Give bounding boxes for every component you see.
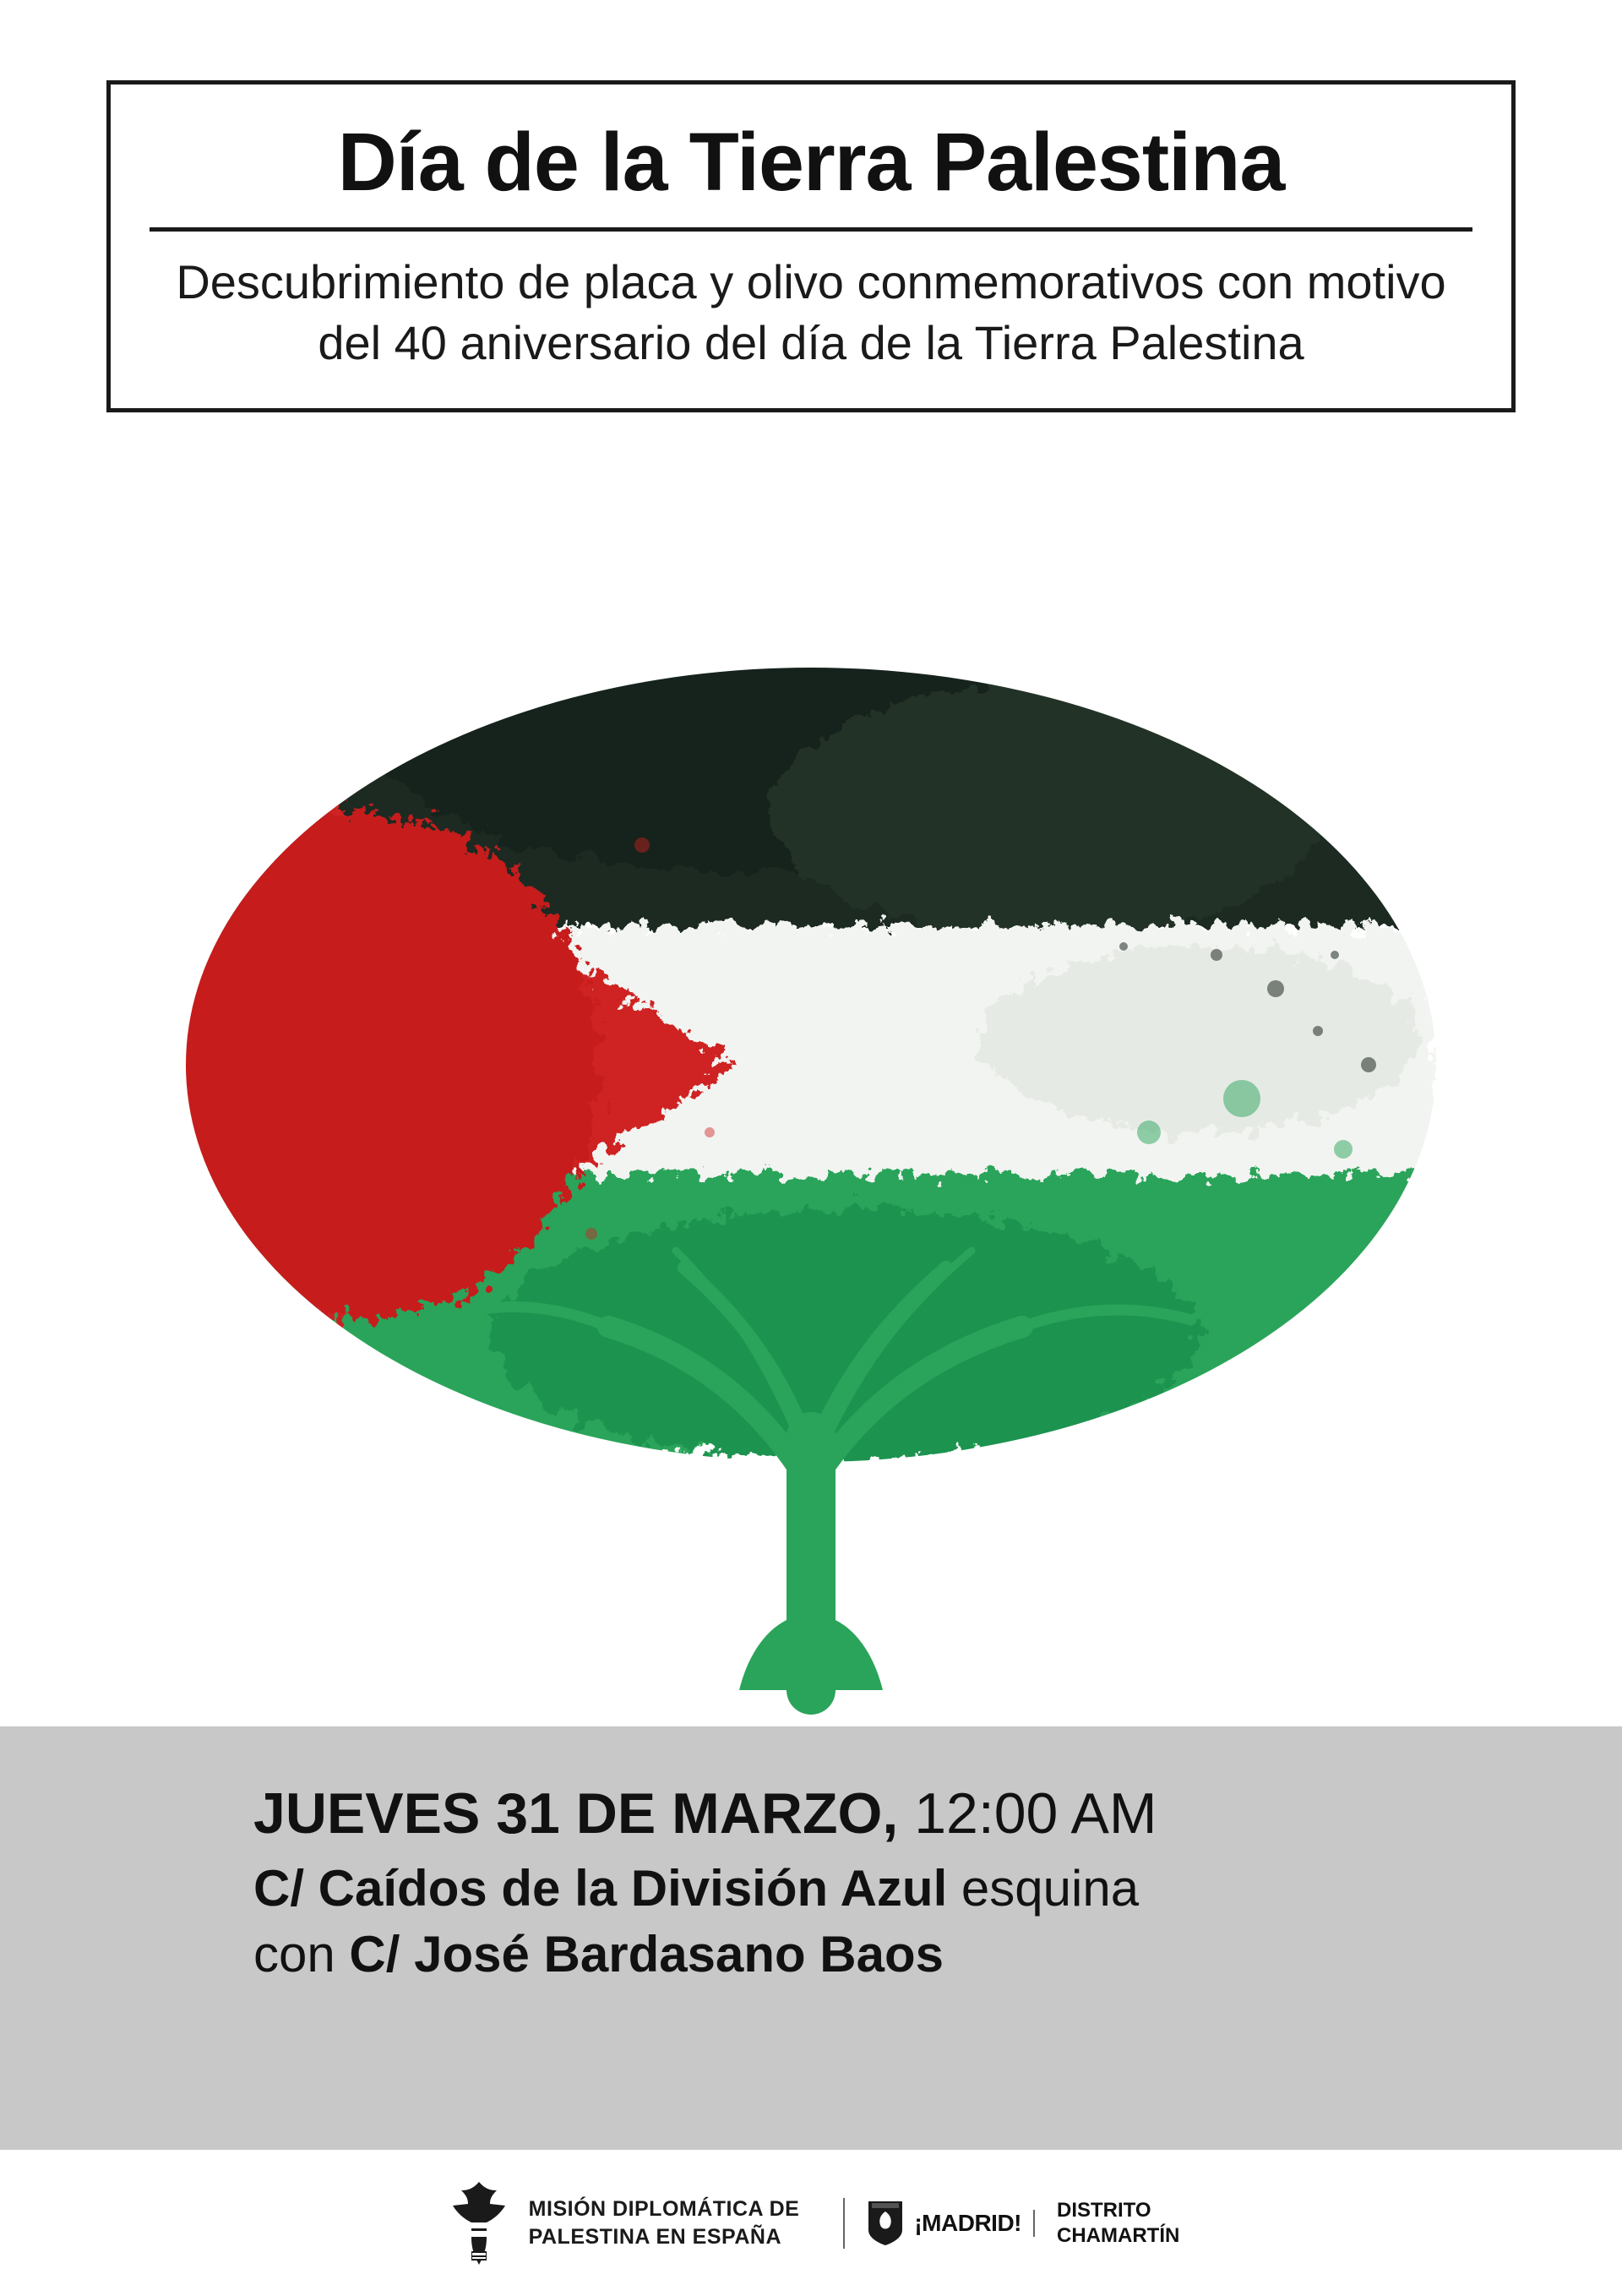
distrito-line-1: DISTRITO: [1057, 2198, 1151, 2222]
page-subtitle: Descubrimiento de placa y olivo conmemorativos con motivo del 40 aniversario del día de la Tierra Palestina: [176, 254, 1446, 370]
distrito-text-block: [1045, 2198, 1179, 2249]
mission-line-1: MISIÓN DIPLOMÁTICA DE: [528, 2197, 800, 2221]
event-info-band: [0, 1726, 1622, 2150]
olive-tree-flag-illustration: [0, 592, 1622, 1724]
madrid-shield-icon: [867, 2200, 904, 2247]
event-date-line: [253, 1777, 1436, 1851]
event-street-2: C/ José Bardasano Baos: [349, 1926, 944, 1983]
footer-logos: [0, 2150, 1622, 2296]
event-date: JUEVES 31 DE MARZO,: [253, 1781, 899, 1846]
page-title: Día de la Tierra Palestina: [337, 116, 1285, 208]
event-street-1: C/ Caídos de la División Azul: [253, 1860, 948, 1917]
header-box: [106, 80, 1516, 412]
palestine-eagle-crest-icon: [443, 2177, 515, 2270]
event-address-line-2: [253, 1922, 1436, 1988]
event-address-line-1: [253, 1856, 1436, 1922]
madrid-chamartin-logo: [843, 2198, 1179, 2249]
distrito-line-2: CHAMARTÍN: [1057, 2223, 1180, 2247]
event-corner-word: esquina: [947, 1860, 1140, 1917]
event-info-inner: [253, 1777, 1436, 1988]
title-divider: [150, 227, 1472, 232]
madrid-wordmark: ¡MADRID!: [914, 2210, 1035, 2237]
event-time: 12:00 AM: [898, 1781, 1157, 1846]
mission-line-2: PALESTINA EN ESPAÑA: [528, 2224, 782, 2249]
palestine-mission-logo: [443, 2177, 800, 2270]
event-with-word: con: [253, 1926, 350, 1983]
mission-text-block: [529, 2195, 800, 2250]
